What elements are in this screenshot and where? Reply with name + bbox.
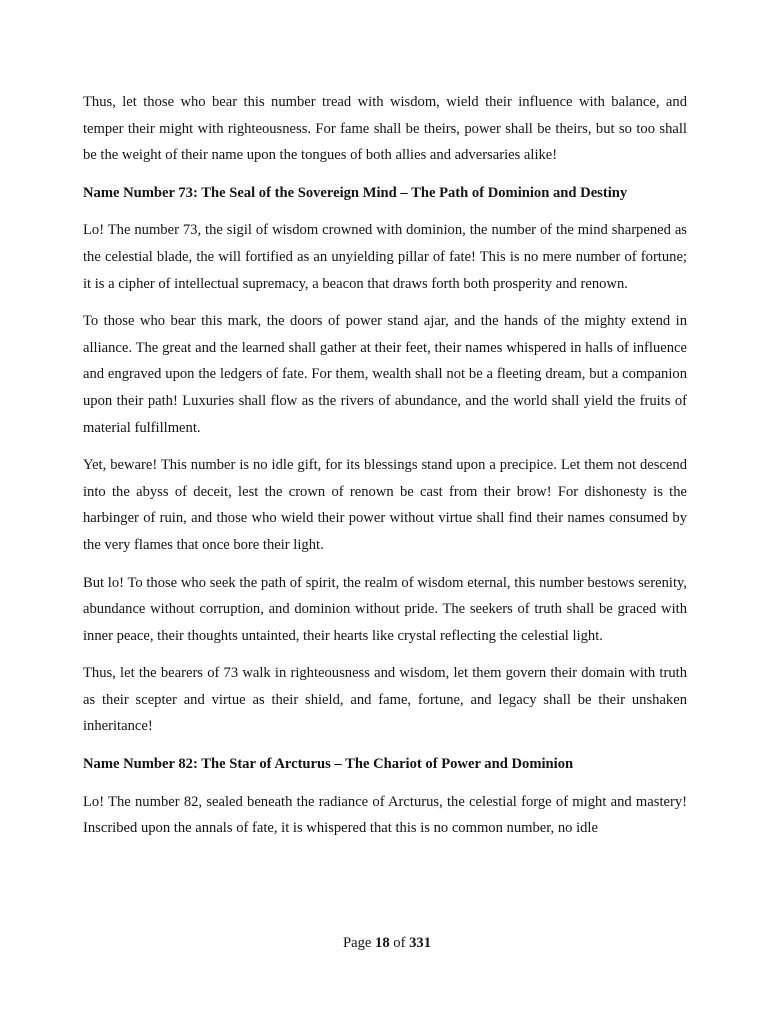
current-page-number: 18 [375,935,390,951]
paragraph-73-spirit: But lo! To those who seek the path of spirit, the realm of wisdom eternal, this number bestows serenity, abundance without corruption, and dominion without pride. The seekers of truth shall be graced with inner peace, their thoughts untainted, their hearts like crystal reflecting the celestial light. [83,574,687,644]
section-heading-82: Name Number 82: The Star of Arcturus – The Chariot of Power and Dominion [83,756,574,773]
of-label: of [393,935,406,951]
paragraph-73-warning: Yet, beware! This number is no idle gift, for its blessings stand upon a precipice. Let them not descend into the abyss of deceit, lest the crown of renown be cast from their brow! For dishonesty is the harbinger of ruin, and those who wield their power without virtue shall find their names consumed by the very flames that once bore their light. [83,457,687,553]
page-body [83,89,687,853]
paragraph-intro: Thus, let those who bear this number tread with wisdom, wield their influence with balance, and temper their might with righteousness. For fame shall be theirs, power shall be theirs, but so too shall be the weight of their name upon the tongues of both allies and adversaries alike! [83,94,687,164]
paragraph-73-power: To those who bear this mark, the doors of power stand ajar, and the hands of the mighty extend in alliance. The great and the learned shall gather at their feet, their names whispered in halls of influence and engraved upon the ledgers of fate. For them, wealth shall not be a fleeting dream, but a companion upon their path! Luxuries shall flow as the rivers of abundance, and the world shall yield the fruits of material fulfillment. [83,313,687,436]
total-pages-number: 331 [409,935,431,951]
paragraph-73-intro: Lo! The number 73, the sigil of wisdom crowned with dominion, the number of the mind sharpened as the celestial blade, the will fortified as an unyielding pillar of fate! This is no mere number of fortune; it is a cipher of intellectual supremacy, a beacon that draws forth both prosperity and renown. [83,222,687,292]
page-footer [0,935,774,952]
section-heading-73: Name Number 73: The Seal of the Sovereign Mind – The Path of Dominion and Destiny [83,184,628,201]
paragraph-73-conclusion: Thus, let the bearers of 73 walk in righteousness and wisdom, let them govern their domain with truth as their scepter and virtue as their shield, and fame, fortune, and legacy shall be their unshaken inheritance! [83,665,687,735]
paragraph-82-intro: Lo! The number 82, sealed beneath the radiance of Arcturus, the celestial forge of might and mastery! Inscribed upon the annals of fate, it is whispered that this is no common number, no idle [83,793,687,837]
page-label: Page [343,935,372,951]
